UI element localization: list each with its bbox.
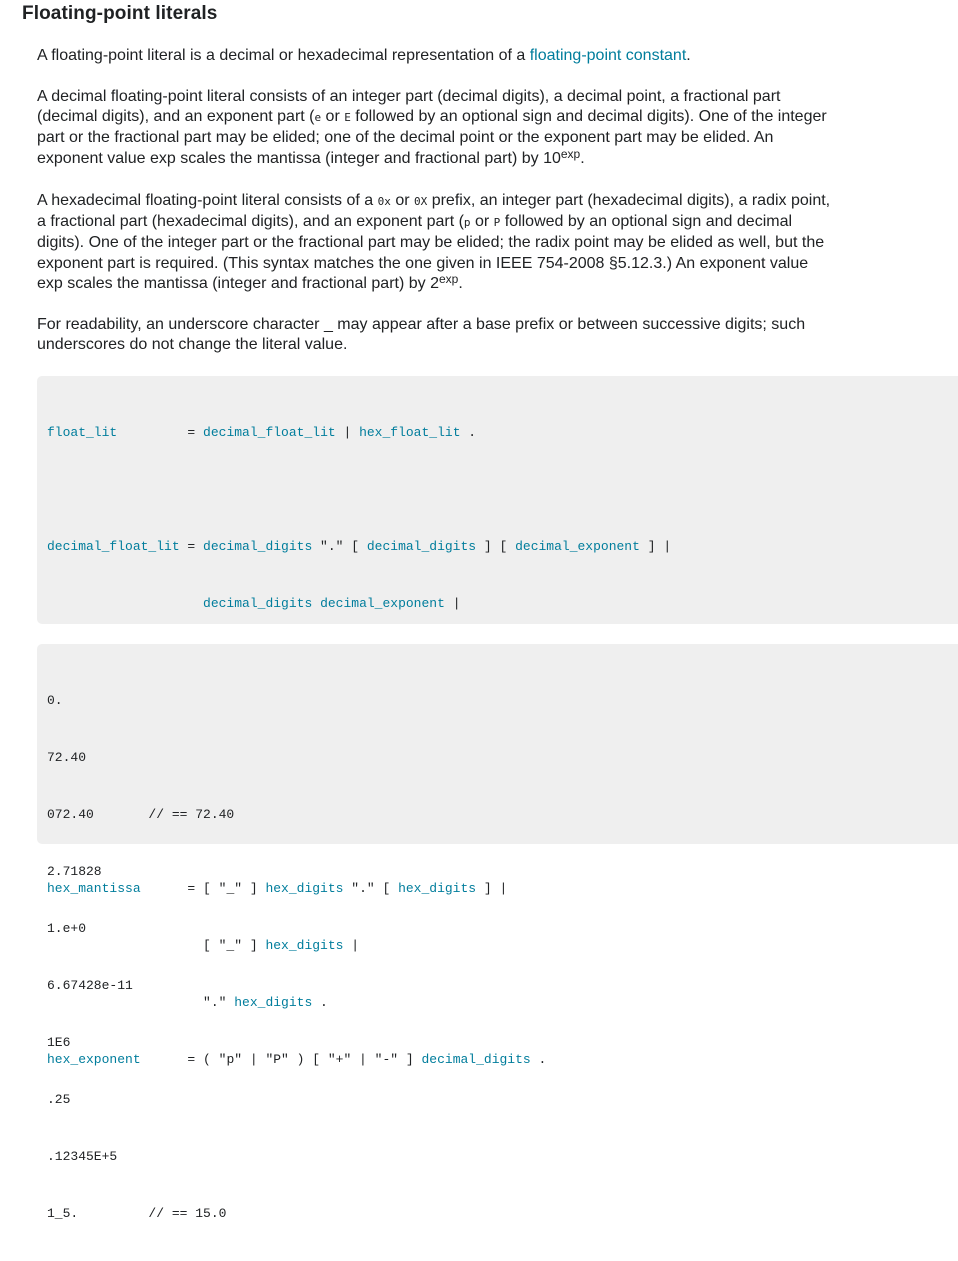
grammar-token: decimal_exponent (515, 539, 640, 554)
example-line: 2.71828 (47, 864, 102, 879)
intro-text: A floating-point literal is a decimal or hexadecimal representation of a (37, 47, 530, 64)
example-line: 6.67428e-11 (47, 978, 133, 993)
decimal-text-a: A decimal floating-point literal consists of an integer part (decimal digits), a decimal point, a fractional part (decimal digits), and an exponent part ( (37, 88, 781, 126)
example-line: 0. (47, 693, 63, 708)
grammar-line (47, 537, 958, 556)
grammar-token: ] | (639, 539, 672, 554)
hex-paragraph (37, 191, 837, 294)
floating-point-constant-link[interactable]: floating-point constant (529, 47, 687, 64)
decimal-text-b: or (321, 108, 345, 126)
grammar-token: = ( "p" | "P" ) [ "+" | "-" ] (140, 1052, 422, 1067)
example-line: 1E6 (47, 1035, 71, 1050)
grammar-token: "." [ (343, 881, 399, 896)
code-0x: 0x (377, 195, 391, 208)
grammar-token: = (117, 425, 204, 440)
section-heading: Floating-point literals (22, 3, 218, 24)
intro-end: . (686, 47, 691, 64)
grammar-token: decimal_digits (366, 539, 477, 554)
example-line: .25 (47, 1092, 71, 1107)
grammar-token: decimal_float_lit (47, 539, 180, 554)
code-E: E (344, 111, 351, 125)
grammar-token: [ "_" ] (47, 938, 266, 953)
exp-superscript: exp (438, 271, 459, 286)
hex-text-c: prefix, an integer part (hexadecimal digits), a radix point, a fractional part (hexadecimal digits), and an exponent part ( (37, 192, 831, 231)
grammar-token: ] | (476, 881, 508, 896)
grammar-token: . (312, 995, 328, 1010)
grammar-line (47, 594, 958, 613)
intro-paragraph (37, 46, 837, 66)
grammar-token: | (343, 938, 360, 953)
example-line: .12345E+5 (47, 1149, 118, 1164)
exp-superscript: exp (560, 146, 581, 161)
code-p: p (463, 216, 471, 230)
grammar-gap (47, 480, 958, 499)
example-line: 072.40 // == 72.40 (47, 807, 235, 822)
code-e: e (314, 111, 322, 125)
grammar-token: hex_digits (265, 938, 344, 953)
grammar-token: hex_digits (234, 995, 313, 1010)
grammar-token: = [ "_" ] (140, 881, 266, 896)
grammar-token (312, 596, 320, 611)
grammar-token: ] [ (476, 539, 516, 554)
example-line: 1.e+0 (47, 921, 87, 936)
code-0X: 0X (414, 195, 428, 208)
grammar-token (47, 596, 203, 611)
hex-text-b: or (390, 192, 414, 209)
grammar-token: hex_digits (265, 881, 344, 896)
hex-text-a: A hexadecimal floating-point literal consists of a (37, 192, 378, 209)
decimal-text-c: followed by an optional sign and decimal digits). One of the integer part or the fractional part may be elided; one of the decimal point or the exponent part may be elided. An exponent value exp scales the mantissa (integer and fractional part) by 10 (37, 108, 827, 167)
example-line: 72.40 (47, 750, 87, 765)
grammar-token: "." [ (312, 539, 367, 554)
grammar-token: decimal_digits (421, 1052, 531, 1067)
decimal-text-d: . (580, 149, 585, 167)
grammar-token: | (444, 596, 461, 611)
hex-text-f: . (458, 274, 463, 292)
grammar-token: decimal_digits (203, 539, 313, 554)
grammar-token: hex_exponent (47, 1052, 141, 1067)
grammar-token: hex_digits (398, 881, 477, 896)
hex-text-d: or (470, 213, 494, 231)
grammar-token: . (530, 1052, 547, 1067)
example-line: 1_5. // == 15.0 (47, 1206, 227, 1221)
grammar-token: hex_float_lit (359, 425, 461, 440)
grammar-token: | (335, 425, 360, 440)
grammar-token: "." (47, 995, 235, 1010)
hex-text-e: followed by an optional sign and decimal digits). One of the integer part or the fractional part may be elided; the radix point may be elided as well, but the exponent part is required. (This syntax matches the one given in IEEE 754-2008 §5.12.3.) An exponent value exp scales the mantissa (integer and fractional part) by 2 (37, 213, 825, 292)
underscore-paragraph: For readability, an underscore character _ may appear after a base prefix or between successive digits; such underscores do not change the literal value. (37, 316, 806, 354)
decimal-paragraph (37, 87, 837, 169)
grammar-line (47, 423, 958, 442)
grammar-token: decimal_digits (203, 596, 313, 611)
code-P: P (493, 216, 501, 230)
grammar-token: = (179, 539, 204, 554)
grammar-token: . (460, 425, 477, 440)
grammar-token: decimal_exponent (320, 596, 445, 611)
grammar-token: float_lit (47, 425, 118, 440)
grammar-token: hex_mantissa (47, 881, 141, 896)
grammar-token: decimal_float_lit (203, 425, 336, 440)
